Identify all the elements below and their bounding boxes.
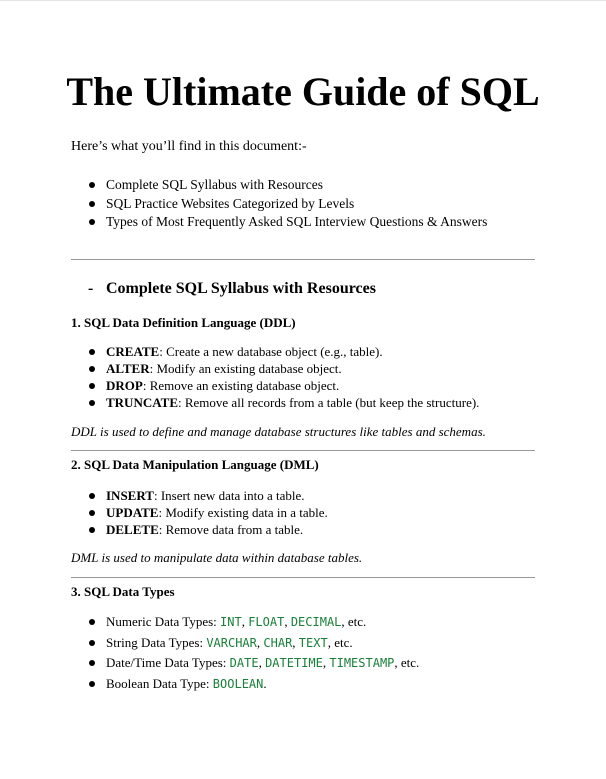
document-title: The Ultimate Guide of SQL (66, 69, 540, 114)
section-title: - Complete SQL Syllabus with Resources (88, 280, 376, 297)
bullet-icon (89, 681, 95, 687)
dml-list (71, 487, 328, 538)
bullet-icon (89, 493, 95, 499)
list-item: INSERT: Insert new data into a table. (71, 487, 328, 504)
bullet-icon (89, 366, 95, 372)
list-item: CREATE: Create a new database object (e.g., table). (71, 343, 479, 360)
dml-heading: 2. SQL Data Manipulation Language (DML) (71, 457, 319, 472)
list-item: ALTER: Modify an existing database object. (71, 360, 479, 377)
bullet-icon (89, 400, 95, 406)
dml-note: DML is used to manipulate data within database tables. (71, 550, 363, 565)
contents-list (71, 176, 487, 232)
bullet-icon (89, 201, 95, 207)
list-item: String Data Types: VARCHAR, CHAR, TEXT, etc. (71, 634, 419, 655)
divider (71, 577, 535, 578)
bullet-icon (89, 182, 95, 188)
types-list (71, 613, 419, 695)
list-item: UPDATE: Modify existing data in a table. (71, 504, 328, 521)
types-heading: 3. SQL Data Types (71, 584, 175, 599)
list-item: Boolean Data Type: BOOLEAN. (71, 675, 419, 696)
divider (71, 259, 535, 260)
intro-text: Here’s what you’ll find in this document:- (71, 139, 307, 154)
bullet-icon (89, 510, 95, 516)
bullet-icon (89, 619, 95, 625)
list-item: DROP: Remove an existing database object. (71, 377, 479, 394)
divider (71, 450, 535, 451)
ddl-heading: 1. SQL Data Definition Language (DDL) (71, 315, 296, 330)
bullet-icon (89, 383, 95, 389)
bullet-icon (89, 527, 95, 533)
list-item: Date/Time Data Types: DATE, DATETIME, TIMESTAMP, etc. (71, 654, 419, 675)
list-item: SQL Practice Websites Categorized by Levels (71, 195, 487, 214)
bullet-icon (89, 219, 95, 225)
bullet-icon (89, 349, 95, 355)
ddl-note: DDL is used to define and manage database structures like tables and schemas. (71, 424, 486, 439)
page-top-border (0, 0, 606, 1)
list-item: Numeric Data Types: INT, FLOAT, DECIMAL, etc. (71, 613, 419, 634)
list-item: Complete SQL Syllabus with Resources (71, 176, 487, 195)
bullet-icon (89, 640, 95, 646)
ddl-list (71, 343, 479, 411)
list-item: TRUNCATE: Remove all records from a table (but keep the structure). (71, 394, 479, 411)
bullet-icon (89, 660, 95, 666)
list-item: DELETE: Remove data from a table. (71, 521, 328, 538)
list-item: Types of Most Frequently Asked SQL Interview Questions & Answers (71, 213, 487, 232)
